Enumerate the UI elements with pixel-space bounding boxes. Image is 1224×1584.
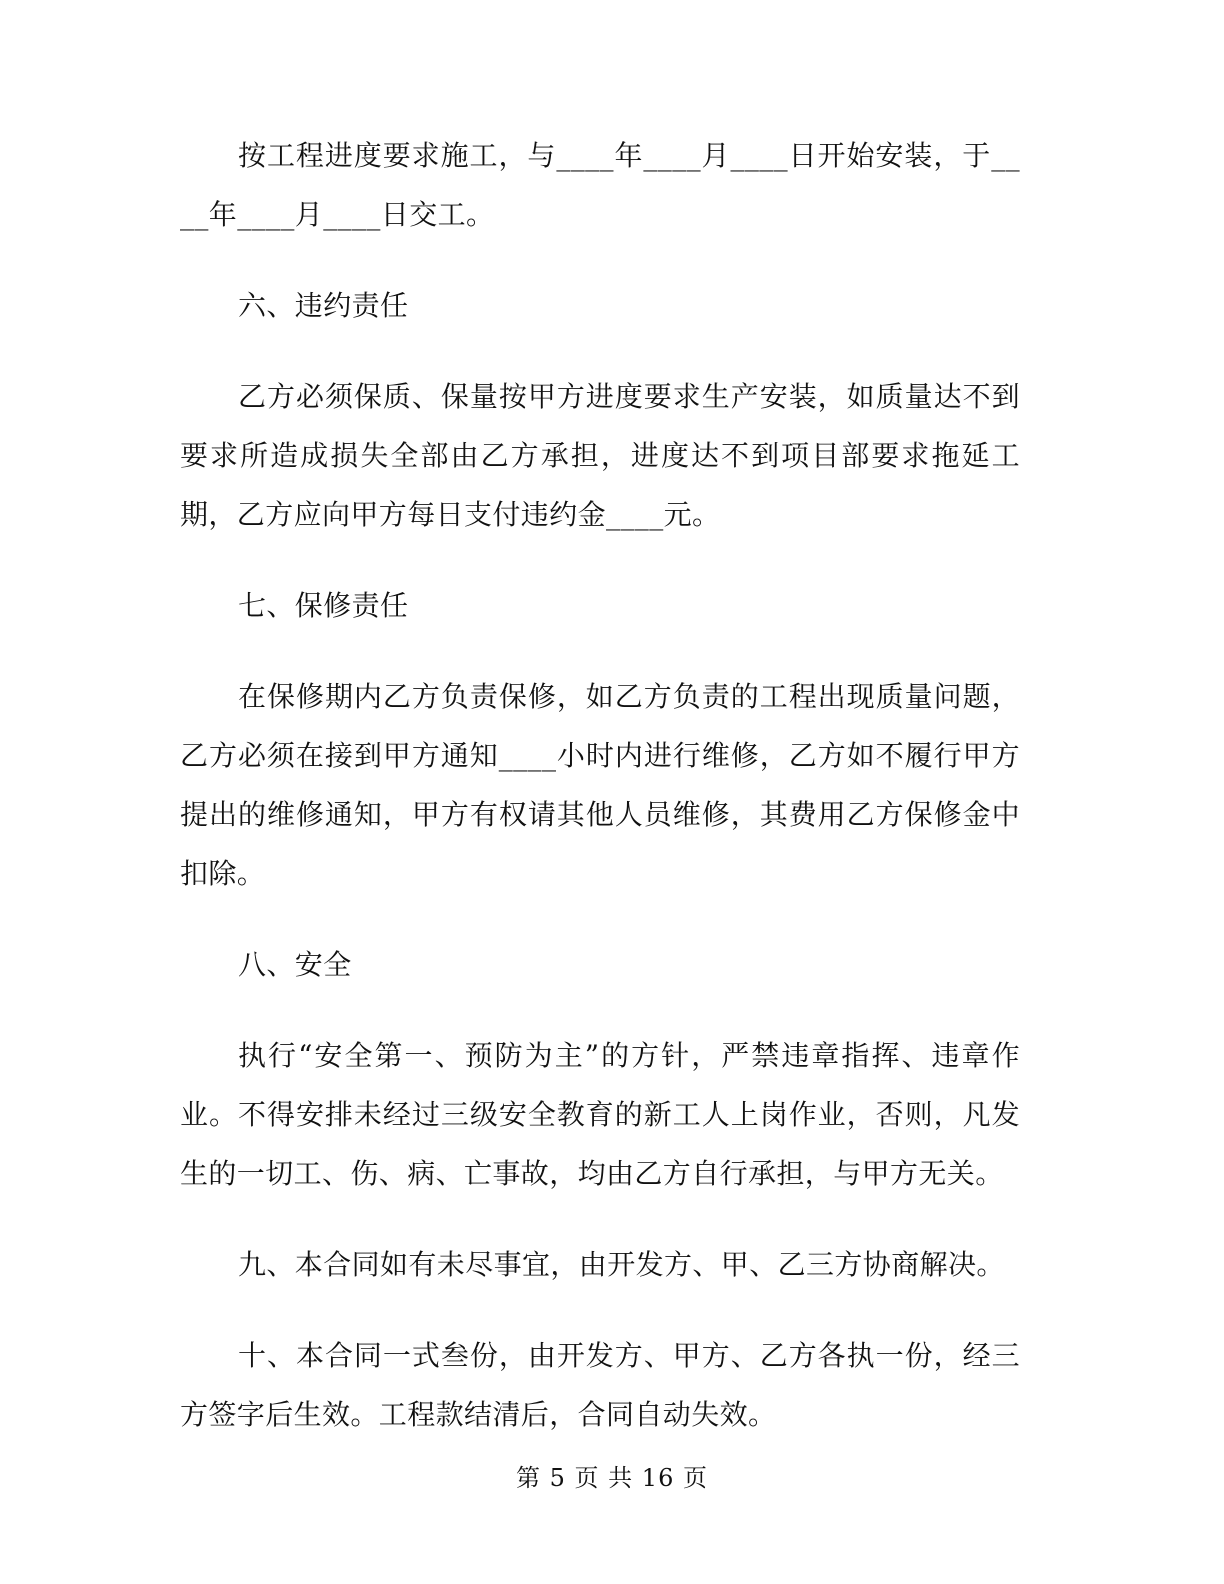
page-number-footer: 第 5 页 共 16 页 [516,1464,708,1492]
paragraph-schedule: 按工程进度要求施工，与____年____月____日开始安装，于____年____月____日交工。 [180,139,1020,231]
paragraph-warranty-liability: 在保修期内乙方负责保修，如乙方负责的工程出现质量问题，乙方必须在接到甲方通知____小时内进行维修，乙方如不履行甲方提出的维修通知，甲方有权请其他人员维修，其费用乙方保修金中扣除。 [180,680,1020,890]
paragraph-breach-liability: 乙方必须保质、保量按甲方进度要求生产安装，如质量达不到要求所造成损失全部由乙方承担，进度达不到项目部要求拖延工期，乙方应向甲方每日支付违约金____元。 [180,380,1020,531]
heading-safety: 八、安全 [238,948,352,981]
document-body [180,126,1020,1476]
heading-breach-liability: 六、违约责任 [238,289,409,322]
heading-warranty-liability: 七、保修责任 [238,589,409,622]
paragraph-clause-nine: 九、本合同如有未尽事宜，由开发方、甲、乙三方协商解决。 [238,1248,1005,1281]
paragraph-safety: 执行“安全第一、预防为主”的方针，严禁违章指挥、违章作业。不得安排未经过三级安全教育的新工人上岗作业，否则，凡发生的一切工、伤、病、亡事故，均由乙方自行承担，与甲方无关。 [180,1039,1020,1190]
paragraph-clause-ten: 十、本合同一式叁份，由开发方、甲方、乙方各执一份，经三方签字后生效。工程款结清后，合同自动失效。 [180,1339,1020,1431]
